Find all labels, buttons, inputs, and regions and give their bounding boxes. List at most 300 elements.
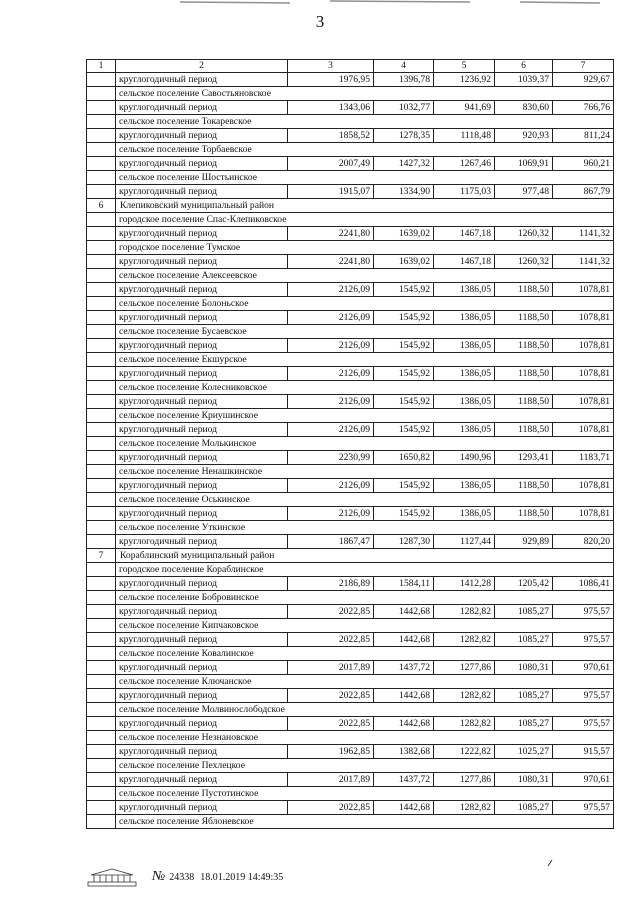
value-row	[87, 339, 614, 353]
tariff-value: 1078,81	[553, 283, 614, 297]
tariff-value: 1078,81	[553, 507, 614, 521]
period-label: круглогодичный период	[116, 745, 288, 759]
settlement-row	[87, 619, 614, 633]
tariff-value: 1085,27	[495, 801, 553, 815]
tariff-value: 2126,09	[288, 479, 374, 493]
settlement-name: сельское поселение Алексеевское	[116, 269, 614, 283]
tariff-value: 820,20	[553, 535, 614, 549]
tariff-value: 2022,85	[288, 717, 374, 731]
tariff-value: 975,57	[553, 605, 614, 619]
period-label: круглогодичный период	[116, 801, 288, 815]
row-index	[87, 255, 116, 269]
column-header: 2	[116, 60, 288, 73]
tariff-value: 1085,27	[495, 717, 553, 731]
tariff-value: 2186,89	[288, 577, 374, 591]
row-index	[87, 423, 116, 437]
tariff-value: 1069,91	[495, 157, 553, 171]
tariff-value: 1442,68	[374, 633, 434, 647]
settlement-row	[87, 353, 614, 367]
settlement-name: сельское поселение Уткинское	[116, 521, 614, 535]
tariff-value: 1183,71	[553, 451, 614, 465]
tariff-value: 1584,11	[374, 577, 434, 591]
settlement-name: сельское поселение Екшурское	[116, 353, 614, 367]
settlement-row	[87, 731, 614, 745]
settlement-row	[87, 241, 614, 255]
row-index	[87, 451, 116, 465]
settlement-row	[87, 213, 614, 227]
tariff-value: 1188,50	[495, 283, 553, 297]
value-row	[87, 801, 614, 815]
settlement-name: сельское поселение Шостьинское	[116, 171, 614, 185]
settlement-name: сельское поселение Болоньское	[116, 297, 614, 311]
tariff-value: 2126,09	[288, 423, 374, 437]
row-index	[87, 647, 116, 661]
tariff-value: 975,57	[553, 801, 614, 815]
value-row	[87, 185, 614, 199]
tariff-value: 1282,82	[434, 633, 495, 647]
district-name: Кораблинский муниципальный район	[116, 549, 614, 563]
tariff-value: 1260,32	[495, 227, 553, 241]
settlement-row	[87, 171, 614, 185]
tariff-value: 1277,86	[434, 773, 495, 787]
row-index	[87, 395, 116, 409]
tariff-value: 1025,27	[495, 745, 553, 759]
settlement-row	[87, 437, 614, 451]
tariff-value: 1188,50	[495, 367, 553, 381]
tariff-value: 1282,82	[434, 605, 495, 619]
tariff-value: 2126,09	[288, 311, 374, 325]
settlement-name: сельское поселение Ковалинское	[116, 647, 614, 661]
settlement-row	[87, 675, 614, 689]
value-row	[87, 745, 614, 759]
tariff-value: 1437,72	[374, 773, 434, 787]
tariff-value: 1858,52	[288, 129, 374, 143]
value-row	[87, 283, 614, 297]
row-index	[87, 591, 116, 605]
tariff-value: 1386,05	[434, 507, 495, 521]
settlement-row	[87, 87, 614, 101]
tariff-value: 1386,05	[434, 283, 495, 297]
tariff-value: 1437,72	[374, 661, 434, 675]
tariff-value: 1277,86	[434, 661, 495, 675]
tariff-value: 1032,77	[374, 101, 434, 115]
settlement-name: сельское поселение Криушинское	[116, 409, 614, 423]
row-index	[87, 577, 116, 591]
number-sign-icon: №	[152, 869, 166, 884]
value-row	[87, 605, 614, 619]
tariff-value: 2022,85	[288, 689, 374, 703]
column-header: 6	[495, 60, 553, 73]
period-label: круглогодичный период	[116, 717, 288, 731]
value-row	[87, 535, 614, 549]
settlement-name: сельское поселение Незнановское	[116, 731, 614, 745]
row-index	[87, 87, 116, 101]
tariff-value: 1282,82	[434, 717, 495, 731]
row-index	[87, 521, 116, 535]
value-row	[87, 479, 614, 493]
row-index	[87, 773, 116, 787]
tariff-value: 1086,41	[553, 577, 614, 591]
settlement-name: сельское поселение Бусаевское	[116, 325, 614, 339]
tariff-value: 1976,95	[288, 73, 374, 87]
settlement-name: сельское поселение Яблоневское	[116, 815, 614, 829]
row-index	[87, 493, 116, 507]
settlement-name: сельское поселение Пехлецкое	[116, 759, 614, 773]
tariff-value: 867,79	[553, 185, 614, 199]
settlement-name: сельское поселение Ненашкинское	[116, 465, 614, 479]
tariff-value: 2007,49	[288, 157, 374, 171]
tariff-value: 1118,48	[434, 129, 495, 143]
row-index	[87, 745, 116, 759]
tariff-value: 970,61	[553, 773, 614, 787]
settlement-name: сельское поселение Торбаевское	[116, 143, 614, 157]
row-index	[87, 101, 116, 115]
tariff-value: 1078,81	[553, 423, 614, 437]
tariff-value: 1343,06	[288, 101, 374, 115]
period-label: круглогодичный период	[116, 661, 288, 675]
period-label: круглогодичный период	[116, 73, 288, 87]
settlement-row	[87, 465, 614, 479]
row-index	[87, 171, 116, 185]
document-footer	[86, 866, 283, 888]
tariff-value: 960,21	[553, 157, 614, 171]
column-header: 3	[288, 60, 374, 73]
tariff-value: 1467,18	[434, 255, 495, 269]
row-index	[87, 381, 116, 395]
tariff-value: 1545,92	[374, 395, 434, 409]
settlement-row	[87, 787, 614, 801]
tariff-value: 2126,09	[288, 395, 374, 409]
row-index	[87, 801, 116, 815]
tariff-value: 1188,50	[495, 339, 553, 353]
tariff-value: 2241,80	[288, 255, 374, 269]
tariff-value: 929,89	[495, 535, 553, 549]
tariff-value: 2126,09	[288, 367, 374, 381]
tariff-value: 1545,92	[374, 367, 434, 381]
tariff-value: 2230,99	[288, 451, 374, 465]
tariff-value: 1467,18	[434, 227, 495, 241]
tariff-value: 1085,27	[495, 633, 553, 647]
period-label: круглогодичный период	[116, 129, 288, 143]
row-index	[87, 353, 116, 367]
tariff-value: 977,48	[495, 185, 553, 199]
period-label: круглогодичный период	[116, 507, 288, 521]
tariff-value: 1282,82	[434, 689, 495, 703]
tariff-value: 1293,41	[495, 451, 553, 465]
tariff-value: 1396,78	[374, 73, 434, 87]
tariff-value: 1188,50	[495, 479, 553, 493]
settlement-name: сельское поселение Колесниковское	[116, 381, 614, 395]
value-row	[87, 633, 614, 647]
tariff-value: 1962,85	[288, 745, 374, 759]
row-index	[87, 325, 116, 339]
tariff-value: 1236,92	[434, 73, 495, 87]
tariff-value: 1141,32	[553, 255, 614, 269]
settlement-name: сельское поселение Молькинское	[116, 437, 614, 451]
settlement-row	[87, 563, 614, 577]
settlement-row	[87, 759, 614, 773]
settlement-name: городское поселение Тумское	[116, 241, 614, 255]
tariff-value: 2022,85	[288, 633, 374, 647]
period-label: круглогодичный период	[116, 311, 288, 325]
tariff-value: 2241,80	[288, 227, 374, 241]
tariff-value: 1386,05	[434, 479, 495, 493]
settlement-row	[87, 325, 614, 339]
value-row	[87, 367, 614, 381]
row-index	[87, 311, 116, 325]
row-index	[87, 717, 116, 731]
tariff-value: 915,57	[553, 745, 614, 759]
tariff-value: 1545,92	[374, 479, 434, 493]
period-label: круглогодичный период	[116, 395, 288, 409]
period-label: круглогодичный период	[116, 633, 288, 647]
tariff-value: 975,57	[553, 689, 614, 703]
tariff-value: 1386,05	[434, 339, 495, 353]
tariff-value: 1545,92	[374, 283, 434, 297]
row-index	[87, 143, 116, 157]
value-row	[87, 577, 614, 591]
tariff-value: 2022,85	[288, 605, 374, 619]
tariff-value: 766,76	[553, 101, 614, 115]
tariff-value: 1545,92	[374, 423, 434, 437]
value-row	[87, 101, 614, 115]
value-row	[87, 773, 614, 787]
column-header: 7	[553, 60, 614, 73]
value-row	[87, 717, 614, 731]
tariff-value: 975,57	[553, 633, 614, 647]
tariff-value: 1078,81	[553, 479, 614, 493]
row-index	[87, 619, 116, 633]
settlement-name: сельское поселение Токаревское	[116, 115, 614, 129]
settlement-name: сельское поселение Ключанское	[116, 675, 614, 689]
pen-mark-icon	[546, 858, 556, 868]
settlement-row	[87, 591, 614, 605]
column-header: 1	[87, 60, 116, 73]
settlement-row	[87, 647, 614, 661]
tariff-value: 1386,05	[434, 395, 495, 409]
tariff-value: 1386,05	[434, 367, 495, 381]
tariff-value: 1412,28	[434, 577, 495, 591]
region-row	[87, 549, 614, 563]
tariff-value: 1078,81	[553, 367, 614, 381]
tariff-value: 1085,27	[495, 689, 553, 703]
value-row	[87, 227, 614, 241]
tariff-value: 1205,42	[495, 577, 553, 591]
value-row	[87, 507, 614, 521]
tariff-value: 975,57	[553, 717, 614, 731]
tariff-value: 1639,02	[374, 255, 434, 269]
settlement-name: городское поселение Спас-Клепиковское	[116, 213, 614, 227]
tariff-value: 2017,89	[288, 661, 374, 675]
period-label: круглогодичный период	[116, 423, 288, 437]
row-index	[87, 787, 116, 801]
column-header: 5	[434, 60, 495, 73]
tariff-value: 1545,92	[374, 339, 434, 353]
tariff-value: 1442,68	[374, 689, 434, 703]
tariff-value: 1080,31	[495, 773, 553, 787]
period-label: круглогодичный период	[116, 157, 288, 171]
period-label: круглогодичный период	[116, 773, 288, 787]
row-index	[87, 227, 116, 241]
row-index	[87, 563, 116, 577]
settlement-row	[87, 409, 614, 423]
value-row	[87, 661, 614, 675]
period-label: круглогодичный период	[116, 185, 288, 199]
value-row	[87, 129, 614, 143]
row-index	[87, 633, 116, 647]
tariff-value: 2022,85	[288, 801, 374, 815]
settlement-row	[87, 115, 614, 129]
tariff-value: 1386,05	[434, 423, 495, 437]
row-index	[87, 689, 116, 703]
period-label: круглогодичный период	[116, 535, 288, 549]
tariff-value: 1188,50	[495, 423, 553, 437]
tariff-value: 1650,82	[374, 451, 434, 465]
period-label: круглогодичный период	[116, 227, 288, 241]
page-number: 3	[315, 12, 325, 31]
settlement-row	[87, 521, 614, 535]
tariff-value: 1334,90	[374, 185, 434, 199]
row-index	[87, 731, 116, 745]
header-row	[87, 60, 614, 73]
settlement-name: сельское поселение Пустотинское	[116, 787, 614, 801]
tariff-value: 1282,82	[434, 801, 495, 815]
row-index	[87, 283, 116, 297]
tariff-value: 1382,68	[374, 745, 434, 759]
row-index: 6	[87, 199, 116, 213]
document-number: 24338	[169, 871, 195, 883]
period-label: круглогодичный период	[116, 577, 288, 591]
tariff-value: 830,60	[495, 101, 553, 115]
tariff-value: 1915,07	[288, 185, 374, 199]
row-index	[87, 339, 116, 353]
tariff-value: 1127,44	[434, 535, 495, 549]
tariff-value: 1545,92	[374, 311, 434, 325]
tariff-table	[86, 59, 614, 829]
tariff-value: 1639,02	[374, 227, 434, 241]
row-index	[87, 437, 116, 451]
tariff-value: 1085,27	[495, 605, 553, 619]
tariff-value: 1278,35	[374, 129, 434, 143]
tariff-value: 1188,50	[495, 311, 553, 325]
tariff-value: 1222,82	[434, 745, 495, 759]
period-label: круглогодичный период	[116, 101, 288, 115]
settlement-name: сельское поселение Оськинское	[116, 493, 614, 507]
settlement-name: сельское поселение Молвинослободское	[116, 703, 614, 717]
row-index	[87, 661, 116, 675]
tariff-value: 920,93	[495, 129, 553, 143]
settlement-row	[87, 297, 614, 311]
value-row	[87, 255, 614, 269]
tariff-value: 1442,68	[374, 717, 434, 731]
row-index	[87, 241, 116, 255]
row-index	[87, 409, 116, 423]
period-label: круглогодичный период	[116, 283, 288, 297]
value-row	[87, 311, 614, 325]
row-index	[87, 115, 116, 129]
value-row	[87, 73, 614, 87]
settlement-name: сельское поселение Савостьяновское	[116, 87, 614, 101]
settlement-name: сельское поселение Кипчаковское	[116, 619, 614, 633]
building-stamp-icon	[86, 866, 138, 888]
tariff-value: 1078,81	[553, 339, 614, 353]
tariff-value: 2017,89	[288, 773, 374, 787]
tariff-value: 1175,03	[434, 185, 495, 199]
tariff-value: 1545,92	[374, 507, 434, 521]
settlement-name: городское поселение Кораблинское	[116, 563, 614, 577]
row-index	[87, 675, 116, 689]
tariff-value: 1188,50	[495, 395, 553, 409]
tariff-value: 1287,30	[374, 535, 434, 549]
tariff-value: 1867,47	[288, 535, 374, 549]
tariff-value: 1080,31	[495, 661, 553, 675]
district-name: Клепиковский муниципальный район	[116, 199, 614, 213]
tariff-value: 1386,05	[434, 311, 495, 325]
tariff-value: 1427,32	[374, 157, 434, 171]
region-row	[87, 199, 614, 213]
value-row	[87, 395, 614, 409]
value-row	[87, 157, 614, 171]
settlement-row	[87, 381, 614, 395]
row-index	[87, 129, 116, 143]
tariff-value: 2126,09	[288, 283, 374, 297]
value-row	[87, 689, 614, 703]
row-index	[87, 185, 116, 199]
tariff-value: 1141,32	[553, 227, 614, 241]
row-index	[87, 605, 116, 619]
value-row	[87, 423, 614, 437]
column-header: 4	[374, 60, 434, 73]
period-label: круглогодичный период	[116, 605, 288, 619]
row-index	[87, 73, 116, 87]
tariff-value: 1267,46	[434, 157, 495, 171]
tariff-value: 1078,81	[553, 311, 614, 325]
tariff-value: 1078,81	[553, 395, 614, 409]
tariff-value: 1039,37	[495, 73, 553, 87]
row-index: 7	[87, 549, 116, 563]
period-label: круглогодичный период	[116, 255, 288, 269]
tariff-value: 1442,68	[374, 605, 434, 619]
row-index	[87, 465, 116, 479]
settlement-row	[87, 269, 614, 283]
tariff-value: 1260,32	[495, 255, 553, 269]
row-index	[87, 759, 116, 773]
tariff-value: 1490,96	[434, 451, 495, 465]
tariff-value: 2126,09	[288, 339, 374, 353]
row-index	[87, 535, 116, 549]
tariff-value: 2126,09	[288, 507, 374, 521]
settlement-row	[87, 143, 614, 157]
tariff-value: 1442,68	[374, 801, 434, 815]
row-index	[87, 367, 116, 381]
tariff-value: 811,24	[553, 129, 614, 143]
tariff-value: 929,67	[553, 73, 614, 87]
settlement-name: сельское поселение Бобровинское	[116, 591, 614, 605]
tariff-value: 1188,50	[495, 507, 553, 521]
tariff-value: 941,69	[434, 101, 495, 115]
row-index	[87, 297, 116, 311]
row-index	[87, 703, 116, 717]
period-label: круглогодичный период	[116, 689, 288, 703]
scan-edge-artifact	[0, 0, 640, 8]
period-label: круглогодичный период	[116, 367, 288, 381]
row-index	[87, 815, 116, 829]
document-timestamp: 18.01.2019 14:49:35	[200, 871, 284, 883]
period-label: круглогодичный период	[116, 451, 288, 465]
settlement-row	[87, 815, 614, 829]
row-index	[87, 157, 116, 171]
value-row	[87, 451, 614, 465]
